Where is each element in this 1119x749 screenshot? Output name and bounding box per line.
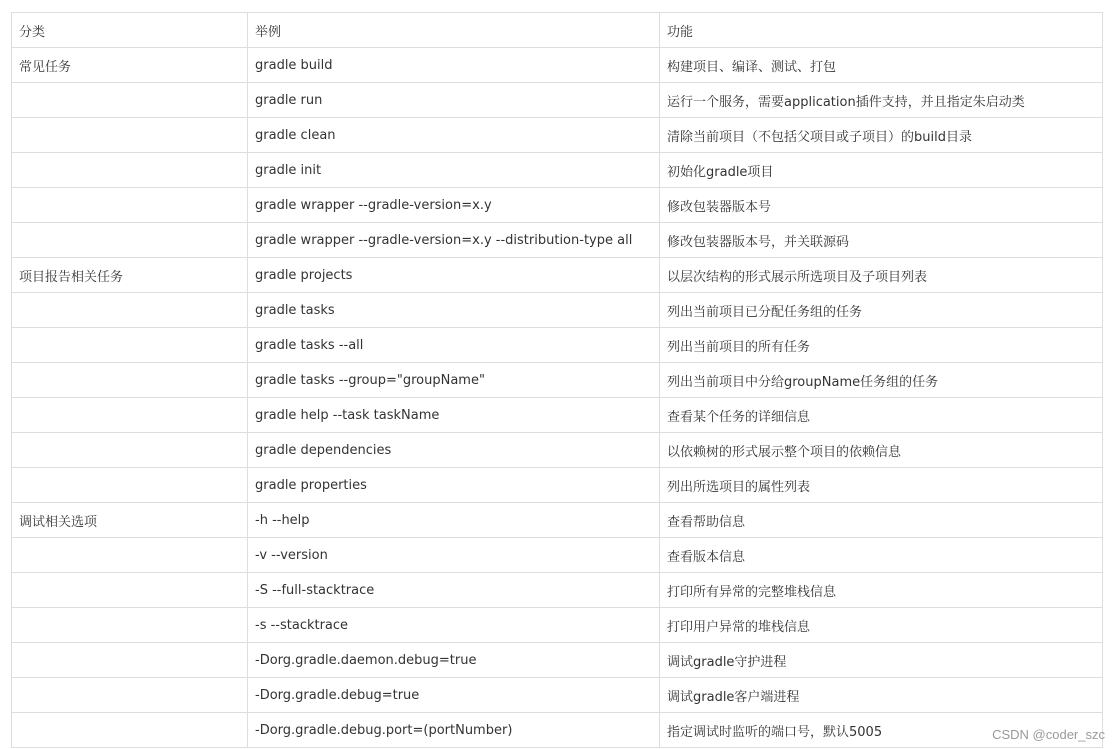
- cell-category: [12, 153, 248, 188]
- header-example: 举例: [248, 13, 660, 48]
- cell-function: 打印用户异常的堆栈信息: [660, 608, 1103, 643]
- table-row: [12, 363, 1103, 398]
- table-row: [12, 433, 1103, 468]
- cell-example: -S --full-stacktrace: [248, 573, 660, 608]
- cell-category: [12, 83, 248, 118]
- cell-function: 查看版本信息: [660, 538, 1103, 573]
- cell-example: gradle build: [248, 48, 660, 83]
- cell-function: 运行一个服务，需要application插件支持，并且指定朱启动类: [660, 83, 1103, 118]
- cell-category: 项目报告相关任务: [12, 258, 248, 293]
- cell-function: 列出当前项目中分给groupName任务组的任务: [660, 363, 1103, 398]
- cell-example: gradle projects: [248, 258, 660, 293]
- cell-example: -v --version: [248, 538, 660, 573]
- cell-category: [12, 398, 248, 433]
- header-row: [12, 13, 1103, 48]
- cell-category: [12, 468, 248, 503]
- table-row: [12, 153, 1103, 188]
- table-row: [12, 328, 1103, 363]
- cell-category: [12, 188, 248, 223]
- table-row: [12, 48, 1103, 83]
- table-row: [12, 188, 1103, 223]
- cell-function: 查看某个任务的详细信息: [660, 398, 1103, 433]
- cell-category: [12, 118, 248, 153]
- cell-category: [12, 678, 248, 713]
- cell-function: 以层次结构的形式展示所选项目及子项目列表: [660, 258, 1103, 293]
- table-row: [12, 538, 1103, 573]
- cell-function: 查看帮助信息: [660, 503, 1103, 538]
- table-row: [12, 398, 1103, 433]
- table-row: [12, 468, 1103, 503]
- cell-category: [12, 293, 248, 328]
- cell-function: 初始化gradle项目: [660, 153, 1103, 188]
- cell-function: 清除当前项目（不包括父项目或子项目）的build目录: [660, 118, 1103, 153]
- header-function: 功能: [660, 13, 1103, 48]
- cell-function: 指定调试时监听的端口号，默认5005: [660, 713, 1103, 748]
- csdn-watermark: CSDN @coder_szc: [992, 727, 1105, 742]
- cell-example: -Dorg.gradle.daemon.debug=true: [248, 643, 660, 678]
- table-row: [12, 223, 1103, 258]
- table-row: [12, 678, 1103, 713]
- cell-category: [12, 713, 248, 748]
- table-row: [12, 643, 1103, 678]
- cell-category: 常见任务: [12, 48, 248, 83]
- cell-function: 打印所有异常的完整堆栈信息: [660, 573, 1103, 608]
- cell-function: 以依赖树的形式展示整个项目的依赖信息: [660, 433, 1103, 468]
- cell-function: 修改包装器版本号: [660, 188, 1103, 223]
- cell-function: 列出所选项目的属性列表: [660, 468, 1103, 503]
- cell-function: 列出当前项目的所有任务: [660, 328, 1103, 363]
- table-row: [12, 573, 1103, 608]
- cell-function: 修改包装器版本号，并关联源码: [660, 223, 1103, 258]
- cell-function: 构建项目、编译、测试、打包: [660, 48, 1103, 83]
- cell-example: -h --help: [248, 503, 660, 538]
- table-header: [12, 13, 1103, 48]
- cell-category: [12, 223, 248, 258]
- cell-example: gradle tasks: [248, 293, 660, 328]
- cell-category: [12, 643, 248, 678]
- cell-category: [12, 573, 248, 608]
- cell-example: gradle tasks --all: [248, 328, 660, 363]
- cell-category: [12, 433, 248, 468]
- cell-example: gradle tasks --group="groupName": [248, 363, 660, 398]
- gradle-commands-table: [11, 12, 1103, 748]
- table-row: [12, 293, 1103, 328]
- header-category: 分类: [12, 13, 248, 48]
- table-row: [12, 608, 1103, 643]
- table-row: [12, 503, 1103, 538]
- cell-category: [12, 608, 248, 643]
- cell-example: gradle dependencies: [248, 433, 660, 468]
- cell-function: 调试gradle守护进程: [660, 643, 1103, 678]
- table-row: [12, 713, 1103, 748]
- cell-example: -s --stacktrace: [248, 608, 660, 643]
- cell-category: [12, 328, 248, 363]
- cell-example: gradle properties: [248, 468, 660, 503]
- cell-example: gradle clean: [248, 118, 660, 153]
- cell-example: gradle wrapper --gradle-version=x.y --distribution-type all: [248, 223, 660, 258]
- cell-example: -Dorg.gradle.debug.port=(portNumber): [248, 713, 660, 748]
- cell-example: gradle wrapper --gradle-version=x.y: [248, 188, 660, 223]
- table-row: [12, 118, 1103, 153]
- cell-example: -Dorg.gradle.debug=true: [248, 678, 660, 713]
- cell-function: 列出当前项目已分配任务组的任务: [660, 293, 1103, 328]
- cell-category: 调试相关选项: [12, 503, 248, 538]
- cell-category: [12, 363, 248, 398]
- cell-example: gradle run: [248, 83, 660, 118]
- table-row: [12, 83, 1103, 118]
- cell-function: 调试gradle客户端进程: [660, 678, 1103, 713]
- cell-example: gradle init: [248, 153, 660, 188]
- table-body: [12, 48, 1103, 748]
- table-row: [12, 258, 1103, 293]
- cell-example: gradle help --task taskName: [248, 398, 660, 433]
- cell-category: [12, 538, 248, 573]
